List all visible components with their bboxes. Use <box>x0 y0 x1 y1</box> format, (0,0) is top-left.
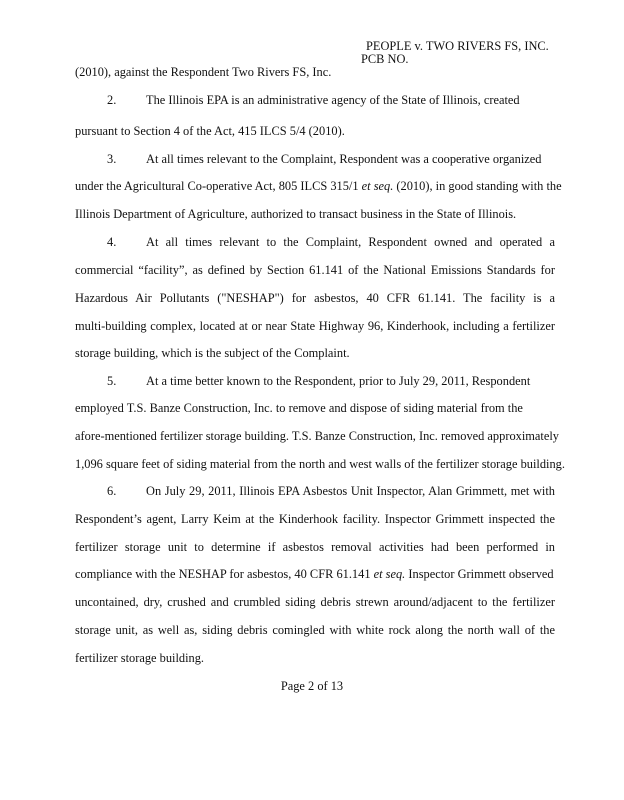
paragraph-line: Respondent’s agent, Larry Keim at the Kinderhook facility. Inspector Grimmett inspected the <box>75 512 555 526</box>
paragraph-line: At all times relevant to the Complaint, Respondent was a cooperative organized <box>146 152 542 166</box>
paragraph-line: fertilizer storage building. <box>75 651 205 665</box>
pcb-number: PCB NO. <box>361 52 409 66</box>
paragraph-line: fertilizer storage unit to determine if asbestos removal activities had been performed in <box>75 540 555 554</box>
paragraph-line: multi-building complex, located at or near State Highway 96, Kinderhook, including a fertilizer <box>75 319 555 333</box>
paragraph-line: employed T.S. Banze Construction, Inc. to remove and dispose of siding material from the <box>75 401 523 415</box>
paragraph-line <box>75 567 555 582</box>
text-segment: compliance with the NESHAP for asbestos, 40 CFR 61.141 <box>75 567 374 581</box>
italic-text: et seq. <box>373 567 406 581</box>
paragraph-number: 2. <box>107 93 117 107</box>
text-segment: under the Agricultural Co-operative Act, 805 ILCS 315/1 <box>75 179 362 193</box>
case-caption: PEOPLE v. TWO RIVERS FS, INC. <box>366 39 549 53</box>
paragraph-line: Hazardous Air Pollutants ("NESHAP") for asbestos, 40 CFR 61.141. The facility is a <box>75 291 555 305</box>
paragraph-number: 6. <box>107 484 117 498</box>
paragraph-line: At all times relevant to the Complaint, Respondent owned and operated a <box>146 235 555 249</box>
italic-text: et seq. <box>361 179 394 193</box>
paragraph-line: uncontained, dry, crushed and crumbled siding debris strewn around/adjacent to the fertilizer <box>75 595 555 609</box>
paragraph-line: afore-mentioned fertilizer storage building. T.S. Banze Construction, Inc. removed approximately <box>75 429 560 443</box>
page-number: Page 2 of 13 <box>280 679 344 693</box>
paragraph-line: pursuant to Section 4 of the Act, 415 ILCS 5/4 (2010). <box>75 124 345 138</box>
paragraph-1-line: (2010), against the Respondent Two Rivers FS, Inc. <box>75 65 332 79</box>
paragraph-line: storage unit, as well as, siding debris comingled with white rock along the north wall of the <box>75 623 555 637</box>
paragraph-number: 5. <box>107 374 117 388</box>
paragraph-line: storage building, which is the subject of the Complaint. <box>75 346 350 360</box>
paragraph-line <box>75 179 562 194</box>
paragraph-number: 4. <box>107 235 117 249</box>
text-segment: (2010), in good standing with the <box>393 179 562 193</box>
paragraph-line: On July 29, 2011, Illinois EPA Asbestos Unit Inspector, Alan Grimmett, met with <box>146 484 555 498</box>
paragraph-line: 1,096 square feet of siding material from the north and west walls of the fertilizer storage building. <box>75 457 565 471</box>
paragraph-number: 3. <box>107 152 117 166</box>
paragraph-line: The Illinois EPA is an administrative agency of the State of Illinois, created <box>146 93 520 107</box>
paragraph-line: Illinois Department of Agriculture, authorized to transact business in the State of Illinois. <box>75 207 517 221</box>
text-segment: Inspector Grimmett observed <box>405 567 554 581</box>
paragraph-line: At a time better known to the Respondent, prior to July 29, 2011, Respondent <box>146 374 531 388</box>
paragraph-line: commercial “facility”, as defined by Section 61.141 of the National Emissions Standards for <box>75 263 555 277</box>
